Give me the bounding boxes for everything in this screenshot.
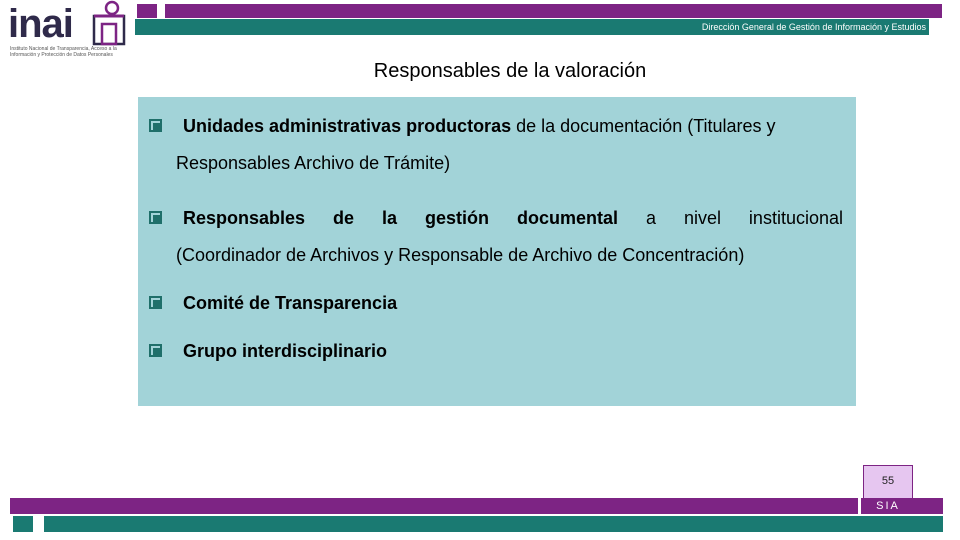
list-item-text: de la documentación (Titulares y bbox=[511, 116, 776, 136]
header-purple-bar bbox=[165, 4, 942, 18]
checkbox-bullet-icon bbox=[149, 344, 162, 357]
list-item bbox=[183, 116, 776, 137]
checkbox-bullet-icon bbox=[149, 211, 162, 224]
list-item-continuation: Responsables Archivo de Trámite) bbox=[176, 153, 451, 173]
footer-purple-bar bbox=[10, 498, 858, 514]
list-item-continuation: (Coordinador de Archivos y Responsable de Archivo de Concentración) bbox=[176, 245, 745, 265]
inai-logo bbox=[8, 0, 130, 62]
list-item bbox=[183, 293, 397, 314]
content-panel bbox=[138, 97, 856, 406]
list-item-text: a nivel institucional bbox=[617, 208, 843, 228]
footer-accent-square bbox=[13, 516, 33, 532]
list-item-bold: Comité de Transparencia bbox=[183, 293, 398, 313]
list-item bbox=[183, 341, 387, 362]
footer-brand: SIA bbox=[876, 500, 900, 512]
list-item-bold: Unidades administrativas productoras bbox=[183, 116, 512, 136]
page-number: 55 bbox=[863, 465, 913, 499]
header-accent-square bbox=[137, 4, 157, 18]
list-item-bold: Responsables de la gestión documental bbox=[183, 208, 618, 228]
checkbox-bullet-icon bbox=[149, 119, 162, 132]
department-label: Dirección General de Gestión de Información y Estudios bbox=[701, 22, 926, 32]
footer-teal-bar bbox=[44, 516, 943, 532]
logo-subtitle: Instituto Nacional de Transparencia, Acceso a la Información y Protección de Datos Personales bbox=[10, 46, 117, 58]
list-item bbox=[183, 208, 843, 229]
list-item-bold: Grupo interdisciplinario bbox=[183, 341, 388, 361]
slide-title: Responsables de la valoración bbox=[373, 60, 647, 82]
logo-building-icon bbox=[88, 0, 128, 46]
logo-wordmark: inai bbox=[8, 2, 73, 46]
checkbox-bullet-icon bbox=[149, 296, 162, 309]
